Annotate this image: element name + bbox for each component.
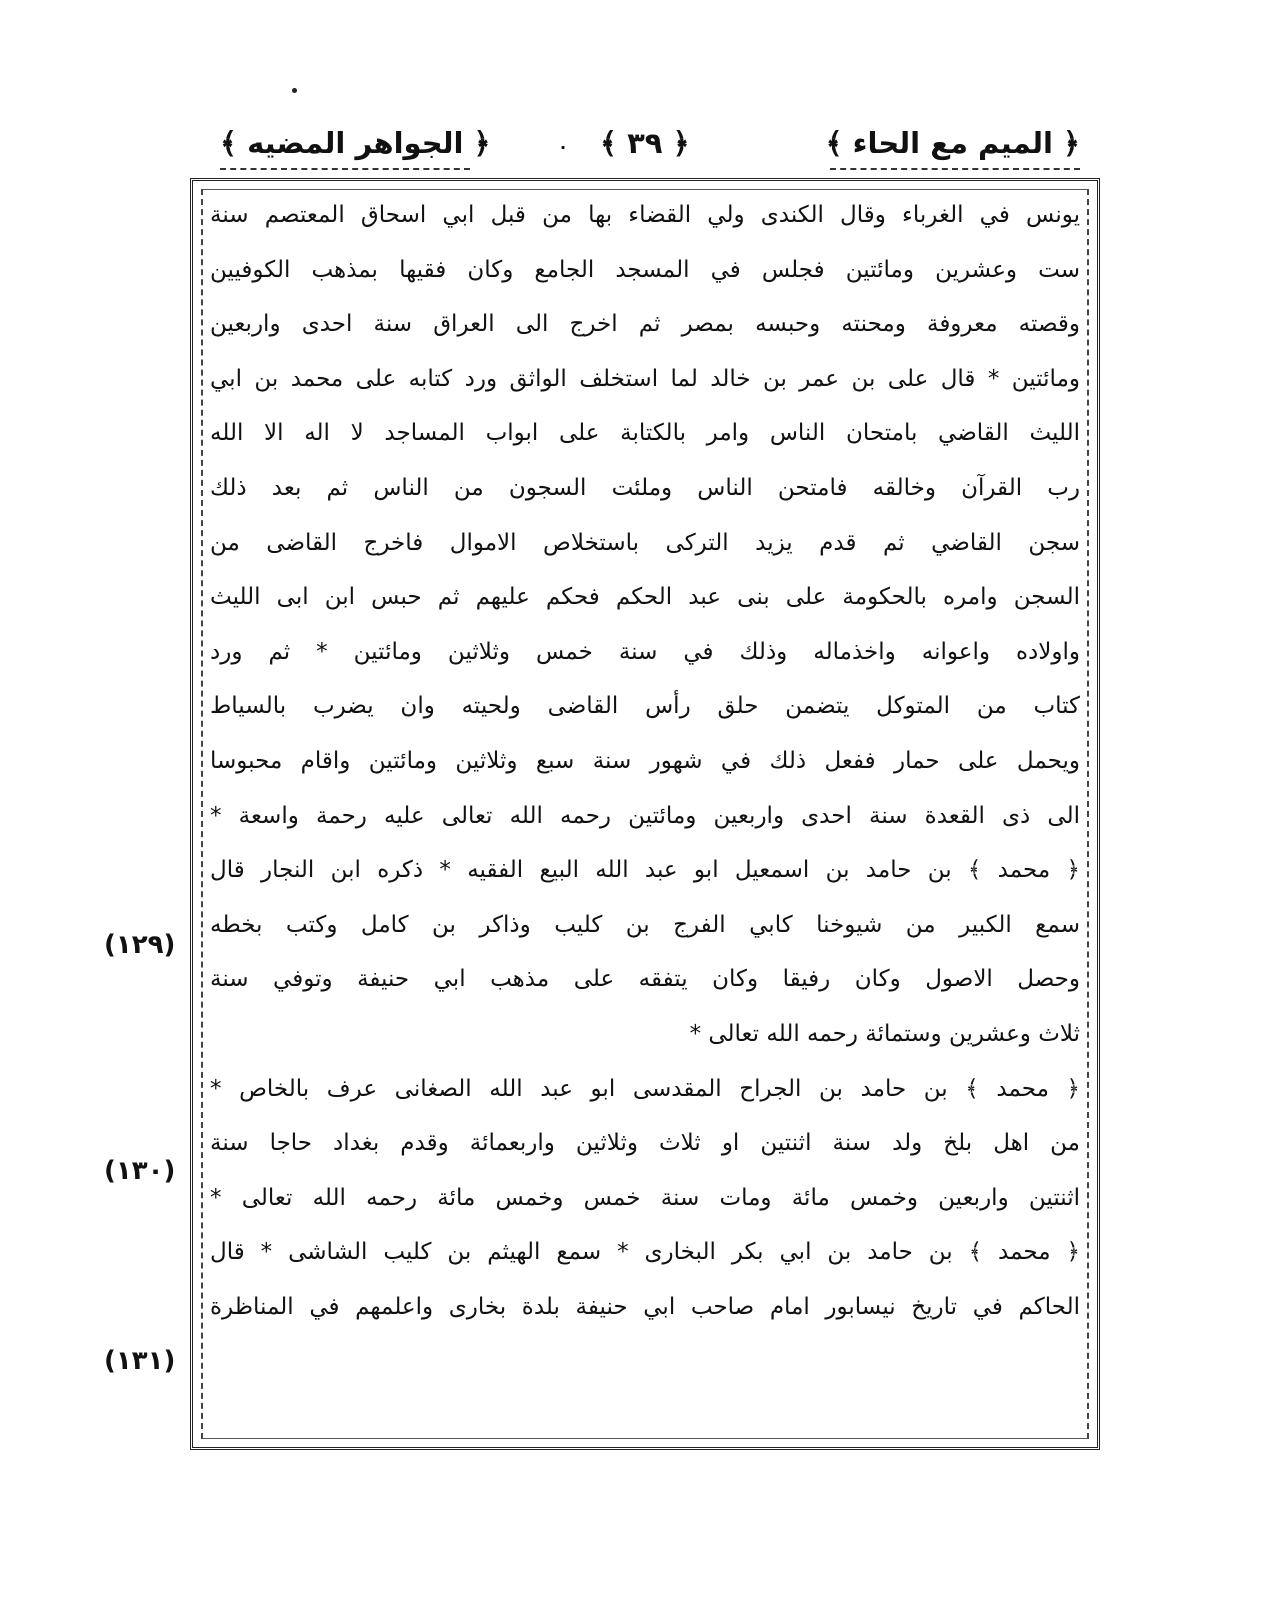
header-section-title: ﴿ الميم مع الحاء ﴾ (825, 126, 1080, 160)
header-rule-left (220, 168, 470, 170)
entry-number: (١٣١) (104, 1346, 176, 1376)
text-line: الليث القاضي بامتحان الناس وامر بالكتابة على ابواب المساجد لا اله الا الله (210, 420, 1080, 447)
stray-ink-dot (292, 88, 297, 93)
entry-heading-line: ﴿ محمد ﴾ بن حامد بن ابي بكر البخارى * سمع الهيثم بن كليب الشاشى * قال (210, 1239, 1080, 1266)
entry-heading-line: ﴿ محمد ﴾ بن حامد بن الجراح المقدسى ابو عبد الله الصغانى عرف بالخاص * (210, 1075, 1080, 1102)
text-line: سمع الكبير من شيوخنا كابي الفرج بن كليب وذاكر بن كامل وكتب بخطه (210, 911, 1080, 938)
text-line: ست وعشرين ومائتين فجلس في المسجد الجامع وكان فقيها بمذهب الكوفيين (210, 256, 1080, 283)
header-rule-right (830, 168, 1080, 170)
page-header (220, 126, 1080, 178)
text-line: سجن القاضي ثم قدم يزيد التركى باستخلاص الاموال فاخرج القاضى من (210, 529, 1080, 556)
text-line: يونس في الغرباء وقال الكندى ولي القضاء بها من قبل ابي اسحاق المعتصم سنة (210, 202, 1080, 228)
text-line: وقصته معروفة ومحنته وحبسه بمصر ثم اخرج الى العراق سنة احدى واربعين (210, 311, 1080, 338)
text-line: كتاب من المتوكل يتضمن حلق رأس القاضى ولحيته وان يضرب بالسياط (210, 693, 1080, 720)
text-line: السجن وامره بالحكومة على بنى عبد الحكم فحكم عليهم ثم حبس ابن ابى الليث (210, 584, 1080, 611)
text-line: من اهل بلخ ولد سنة اثنتين او ثلاث وثلاثين واربعمائة وقدم بغداد حاجا سنة (210, 1130, 1080, 1157)
text-line: وحصل الاصول وكان رفيقا وكان يتفقه على مذهب ابي حنيفة وتوفي سنة (210, 966, 1080, 993)
text-line: الحاكم في تاريخ نيسابور امام صاحب ابي حنيفة بلدة بخارى واعلمهم في المناظرة (210, 1293, 1080, 1320)
text-line: رب القرآن وخالقه فامتحن الناس وملئت السجون من الناس ثم بعد ذلك (210, 474, 1080, 501)
entry-number: (١٣٠) (104, 1156, 176, 1186)
body-text (210, 188, 1080, 1334)
header-dot: · (560, 138, 567, 157)
entry-heading-line: ﴿ محمد ﴾ بن حامد بن اسمعيل ابو عبد الله البيع الفقيه * ذكره ابن النجار قال (210, 857, 1080, 884)
text-line: واولاده واعوانه واخذماله وذلك في سنة خمس وثلاثين ومائتين * ثم ورد (210, 638, 1080, 665)
text-line: اثنتين واربعين وخمس مائة ومات سنة خمس وخمس مائة رحمه الله تعالى * (210, 1184, 1080, 1211)
header-page-number: ﴿ ٣٩ ﴾ (600, 126, 690, 160)
text-line: الى ذى القعدة سنة احدى واربعين ومائتين رحمه الله تعالى عليه رحمة واسعة * (210, 802, 1080, 829)
header-book-title: ﴿ الجواهر المضيه ﴾ (220, 126, 491, 160)
entry-number: (١٢٩) (104, 930, 176, 960)
text-line: ومائتين * قال على بن عمر بن خالد لما استخلف الواثق ورد كتابه على محمد بن ابي (210, 365, 1080, 392)
text-line: ثلاث وعشرين وستمائة رحمه الله تعالى * (689, 1020, 1080, 1047)
text-line: ويحمل على حمار ففعل ذلك في شهور سنة سبع وثلاثين ومائتين واقام محبوسا (210, 747, 1080, 774)
